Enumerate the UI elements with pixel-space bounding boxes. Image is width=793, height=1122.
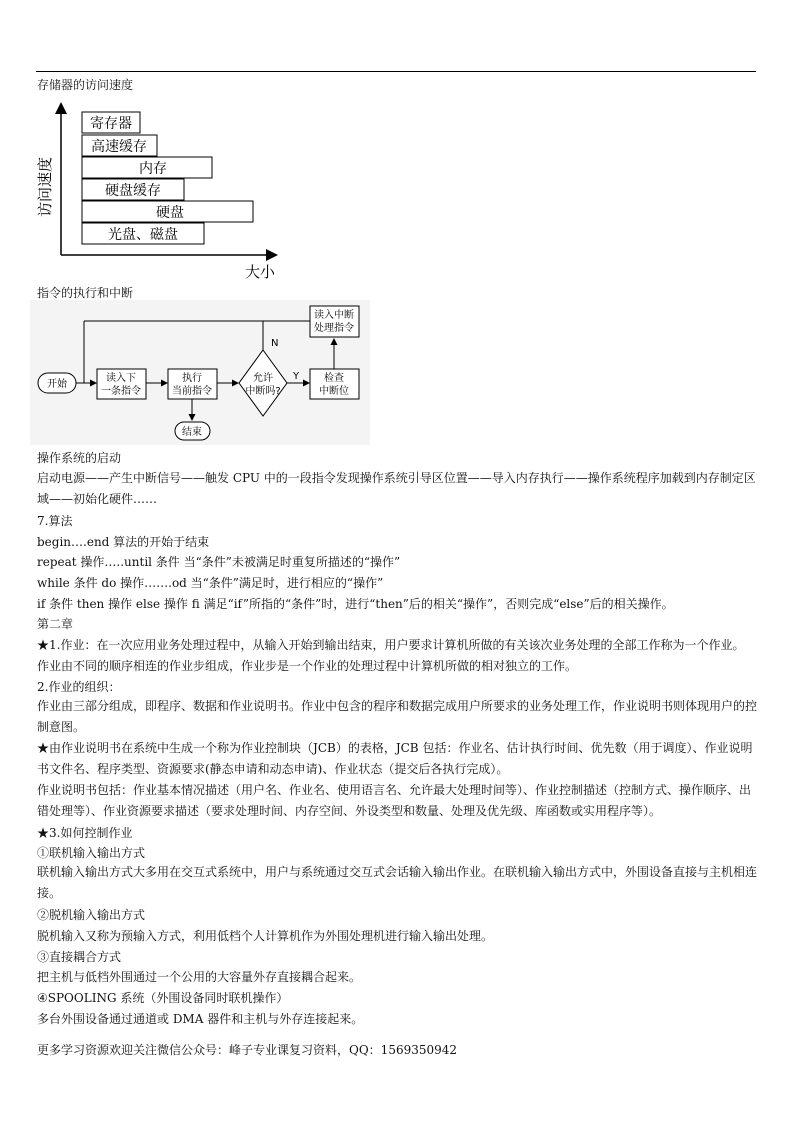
- online-text: 联机输入输出方式大多用在交互式系统中，用户与系统通过交互式会话输入输出作业。在联机输入输出方式中，外围设备直接与主机相连接。: [37, 865, 758, 900]
- flow-read-next-l2: 一条指令: [101, 386, 141, 397]
- job-org-title: 2.作业的组织：: [37, 680, 121, 694]
- flow-check-l2: 中断位: [319, 386, 349, 397]
- instruction-flowchart: [30, 300, 370, 445]
- flow-no-label: N: [271, 338, 279, 349]
- level-register: 寄存器: [90, 116, 132, 132]
- flow-read-int-l2: 处理指令: [314, 323, 354, 334]
- job-org-text: 作业由三部分组成，即程序、数据和作业说明书。作业中包含的程序和数据完成用户所要求的业务处理工作，作业说明书则体现用户的控制意图。: [37, 699, 758, 734]
- os-boot-text: 启动电源——产生中断信号——触发 CPU 中的一段指令发现操作系统引导区位置——导入内存执行——操作系统程序加载到内存制定区域——初始化硬件……: [37, 471, 756, 506]
- job-spec-text: 作业说明书包括：作业基本情况描述（用户名、作业名、使用语言名、允许最大处理时间等）、作业控制描述（控制方式、操作顺序、出错处理等）、作业资源要求描述（要求处理时间、内存空间、外设类型和数量、处理及优先级、库函数或实用程序等）。: [37, 783, 752, 818]
- spooling-text: 多台外围设备通过通道或 DMA 器件和主机与外存连接起来。: [37, 1012, 364, 1026]
- footer-note: 更多学习资源欢迎关注微信公众号：峰子专业课复习资料，QQ：1569350942: [37, 1043, 458, 1057]
- flow-execute-l1: 执行: [182, 373, 202, 384]
- level-cache: 高速缓存: [91, 139, 147, 155]
- flow-end-label: 结束: [182, 427, 202, 438]
- flow-check-l1: 检查: [324, 373, 344, 384]
- y-axis-label: 访问速度: [36, 156, 54, 218]
- flow-decision-l2: 中断吗?: [245, 386, 281, 397]
- flow-start-label: 开始: [47, 379, 67, 390]
- algo-line-2: repeat 操作…..until 条件 当“条件”未被满足时重复所描述的“操作”: [37, 555, 401, 569]
- flow-decision-l1: 允许: [253, 373, 273, 384]
- offline-title: ②脱机输入输出方式: [37, 908, 146, 922]
- direct-title: ③直接耦合方式: [37, 950, 122, 964]
- algo-line-1: begin….end 算法的开始于结束: [37, 535, 210, 549]
- algo-title: 7.算法: [37, 514, 73, 528]
- level-disk: 硬盘: [156, 205, 184, 221]
- x-axis-label: 大小: [244, 263, 276, 281]
- algo-line-3: while 条件 do 操作…….od 当“条件”满足时，进行相应的“操作”: [37, 576, 384, 590]
- level-disk-cache: 硬盘缓存: [105, 183, 161, 199]
- memory-hierarchy-diagram: [30, 95, 290, 285]
- flow-read-next-l1: 读入下: [106, 373, 136, 384]
- offline-text: 脱机输入又称为预输入方式，利用低档个人计算机作为外围处理机进行输入输出处理。: [37, 929, 494, 943]
- chapter-title: 第二章: [37, 617, 74, 631]
- flow-read-int-l1: 读入中断: [314, 310, 354, 321]
- flow-execute-l2: 当前指令: [172, 386, 212, 397]
- top-rule: [36, 71, 756, 72]
- spooling-title: ④SPOOLING 系统（外围设备同时联机操作）: [37, 991, 289, 1005]
- direct-text: 把主机与低档外围通过一个公用的大容量外存直接耦合起来。: [37, 970, 362, 984]
- flow-yes-label: Y: [293, 371, 300, 382]
- memory-caption: 存储器的访问速度: [37, 78, 134, 92]
- job-steps: 作业由不同的顺序相连的作业步组成，作业步是一个作业的处理过程中计算机所做的相对独立的工作。: [37, 659, 578, 673]
- job-definition: ★1.作业：在一次应用业务处理过程中，从输入开始到输出结束，用户要求计算机所做的有关该次业务处理的全部工作称为一个作业。: [37, 638, 745, 652]
- algo-line-4: if 条件 then 操作 else 操作 fi 满足“if”所指的“条件”时，进行“then”后的相关“操作”，否则完成“else”后的相关操作。: [37, 597, 674, 611]
- jcb-text: ★由作业说明书在系统中生成一个称为作业控制块（JCB）的表格，JCB 包括：作业名、估计执行时间、优先数（用于调度）、作业说明书文件名、程序类型、资源要求(静态申请和动态申请)、作业状态（提交后各执行完成）。: [37, 741, 753, 776]
- level-optical: 光盘、磁盘: [108, 227, 178, 243]
- os-boot-title: 操作系统的启动: [37, 451, 122, 465]
- flow-caption: 指令的执行和中断: [37, 286, 134, 300]
- control-title: ★3.如何控制作业: [37, 826, 133, 840]
- online-title: ①联机输入输出方式: [37, 846, 146, 860]
- level-memory: 内存: [139, 161, 167, 177]
